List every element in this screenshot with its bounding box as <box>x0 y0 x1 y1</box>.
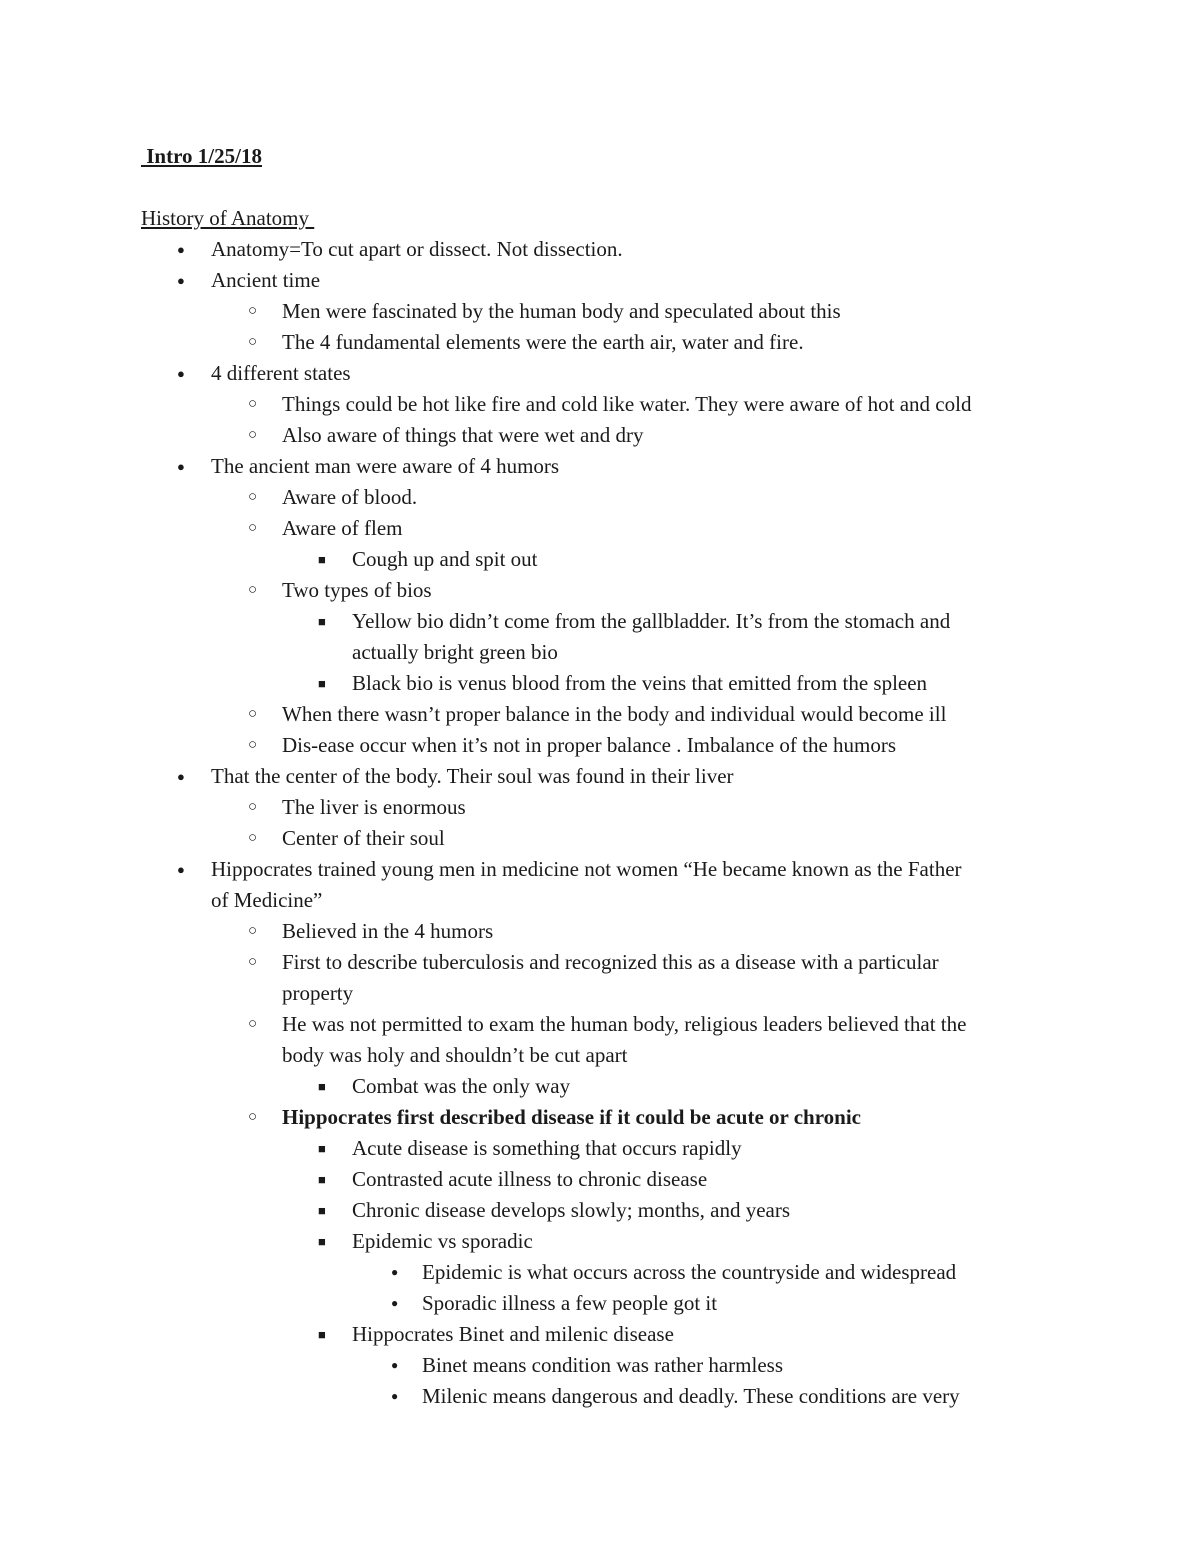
bullet-marker-level3: ■ <box>318 1141 326 1156</box>
bullet-marker-level2: ○ <box>248 799 258 815</box>
bullet-marker-level4: ● <box>391 1296 399 1310</box>
list-item: First to describe tuberculosis and recognized this as a disease with a particular <box>282 950 939 974</box>
list-item-continuation: property <box>282 981 354 1005</box>
bullet-marker-level2: ○ <box>248 489 258 505</box>
bullet-marker-level4: ● <box>391 1358 399 1372</box>
list-item: That the center of the body. Their soul was found in their liver <box>211 764 734 788</box>
list-item: Ancient time <box>211 268 321 292</box>
list-item: Sporadic illness a few people got it <box>422 1291 718 1315</box>
list-item: The liver is enormous <box>282 795 466 819</box>
list-item: Dis-ease occur when it’s not in proper balance . Imbalance of the humors <box>282 733 897 757</box>
bullet-marker-level3: ■ <box>318 614 326 629</box>
list-item: Anatomy=To cut apart or dissect. Not dissection. <box>211 237 623 261</box>
list-item: Acute disease is something that occurs rapidly <box>352 1136 742 1160</box>
bullet-marker-level2: ○ <box>248 1016 258 1032</box>
list-item: Two types of bios <box>282 578 432 602</box>
list-item: 4 different states <box>211 361 351 385</box>
list-item: Also aware of things that were wet and dry <box>282 423 644 447</box>
bullet-marker-level2: ○ <box>248 706 258 722</box>
bullet-marker-level3: ■ <box>318 1172 326 1187</box>
bullet-marker-level2: ○ <box>248 923 258 939</box>
bullet-marker-level3: ■ <box>318 676 326 691</box>
bullet-marker-level3: ■ <box>318 1203 326 1218</box>
bullet-marker-level3: ■ <box>318 1234 326 1249</box>
bullet-marker-level2: ○ <box>248 830 258 846</box>
bullet-marker-level3: ■ <box>318 552 326 567</box>
bullet-marker-level1: ● <box>177 459 185 474</box>
list-item: Aware of flem <box>282 516 403 540</box>
page-title: Intro 1/25/18 <box>141 144 262 168</box>
bullet-marker-level2: ○ <box>248 334 258 350</box>
bullet-marker-level2: ○ <box>248 396 258 412</box>
bullet-marker-level2: ○ <box>248 737 258 753</box>
list-item: Chronic disease develops slowly; months, and years <box>352 1198 791 1222</box>
list-item: Combat was the only way <box>352 1074 571 1098</box>
list-item: When there wasn’t proper balance in the body and individual would become ill <box>282 702 947 726</box>
list-item: Hippocrates trained young men in medicine not women “He became known as the Father <box>211 857 962 881</box>
bullet-marker-level1: ● <box>177 273 185 288</box>
bullet-marker-level2: ○ <box>248 1109 258 1125</box>
list-item-continuation: of Medicine” <box>211 888 323 912</box>
list-item: Hippocrates first described disease if it could be acute or chronic <box>282 1105 861 1129</box>
list-item: Cough up and spit out <box>352 547 538 571</box>
list-item-continuation: actually bright green bio <box>352 640 558 664</box>
bullet-marker-level2: ○ <box>248 303 258 319</box>
list-item: Center of their soul <box>282 826 445 850</box>
list-item: The 4 fundamental elements were the earth air, water and fire. <box>282 330 804 354</box>
list-item: Black bio is venus blood from the veins that emitted from the spleen <box>352 671 928 695</box>
list-item: He was not permitted to exam the human body, religious leaders believed that the <box>282 1012 967 1036</box>
bullet-marker-level1: ● <box>177 769 185 784</box>
bullet-marker-level4: ● <box>391 1265 399 1279</box>
list-item: Things could be hot like fire and cold like water. They were aware of hot and cold <box>282 392 972 416</box>
list-item-continuation: body was holy and shouldn’t be cut apart <box>282 1043 628 1067</box>
bullet-marker-level2: ○ <box>248 520 258 536</box>
bullet-marker-level3: ■ <box>318 1079 326 1094</box>
bullet-marker-level1: ● <box>177 366 185 381</box>
list-item: Milenic means dangerous and deadly. These conditions are very <box>422 1384 960 1408</box>
list-item: Hippocrates Binet and milenic disease <box>352 1322 674 1346</box>
list-item: Binet means condition was rather harmless <box>422 1353 783 1377</box>
list-item: Believed in the 4 humors <box>282 919 494 943</box>
list-item: Aware of blood. <box>282 485 418 509</box>
bullet-marker-level1: ● <box>177 862 185 877</box>
section-heading: History of Anatomy <box>141 206 315 230</box>
bullet-marker-level2: ○ <box>248 954 258 970</box>
list-item: Men were fascinated by the human body and speculated about this <box>282 299 841 323</box>
list-item: Epidemic vs sporadic <box>352 1229 533 1253</box>
list-item: The ancient man were aware of 4 humors <box>211 454 560 478</box>
bullet-marker-level2: ○ <box>248 427 258 443</box>
list-item: Epidemic is what occurs across the countryside and widespread <box>422 1260 957 1284</box>
list-item: Contrasted acute illness to chronic disease <box>352 1167 708 1191</box>
bullet-marker-level4: ● <box>391 1389 399 1403</box>
bullet-marker-level1: ● <box>177 242 185 257</box>
bullet-marker-level2: ○ <box>248 582 258 598</box>
bullet-marker-level3: ■ <box>318 1327 326 1342</box>
list-item: Yellow bio didn’t come from the gallbladder. It’s from the stomach and <box>352 609 951 633</box>
